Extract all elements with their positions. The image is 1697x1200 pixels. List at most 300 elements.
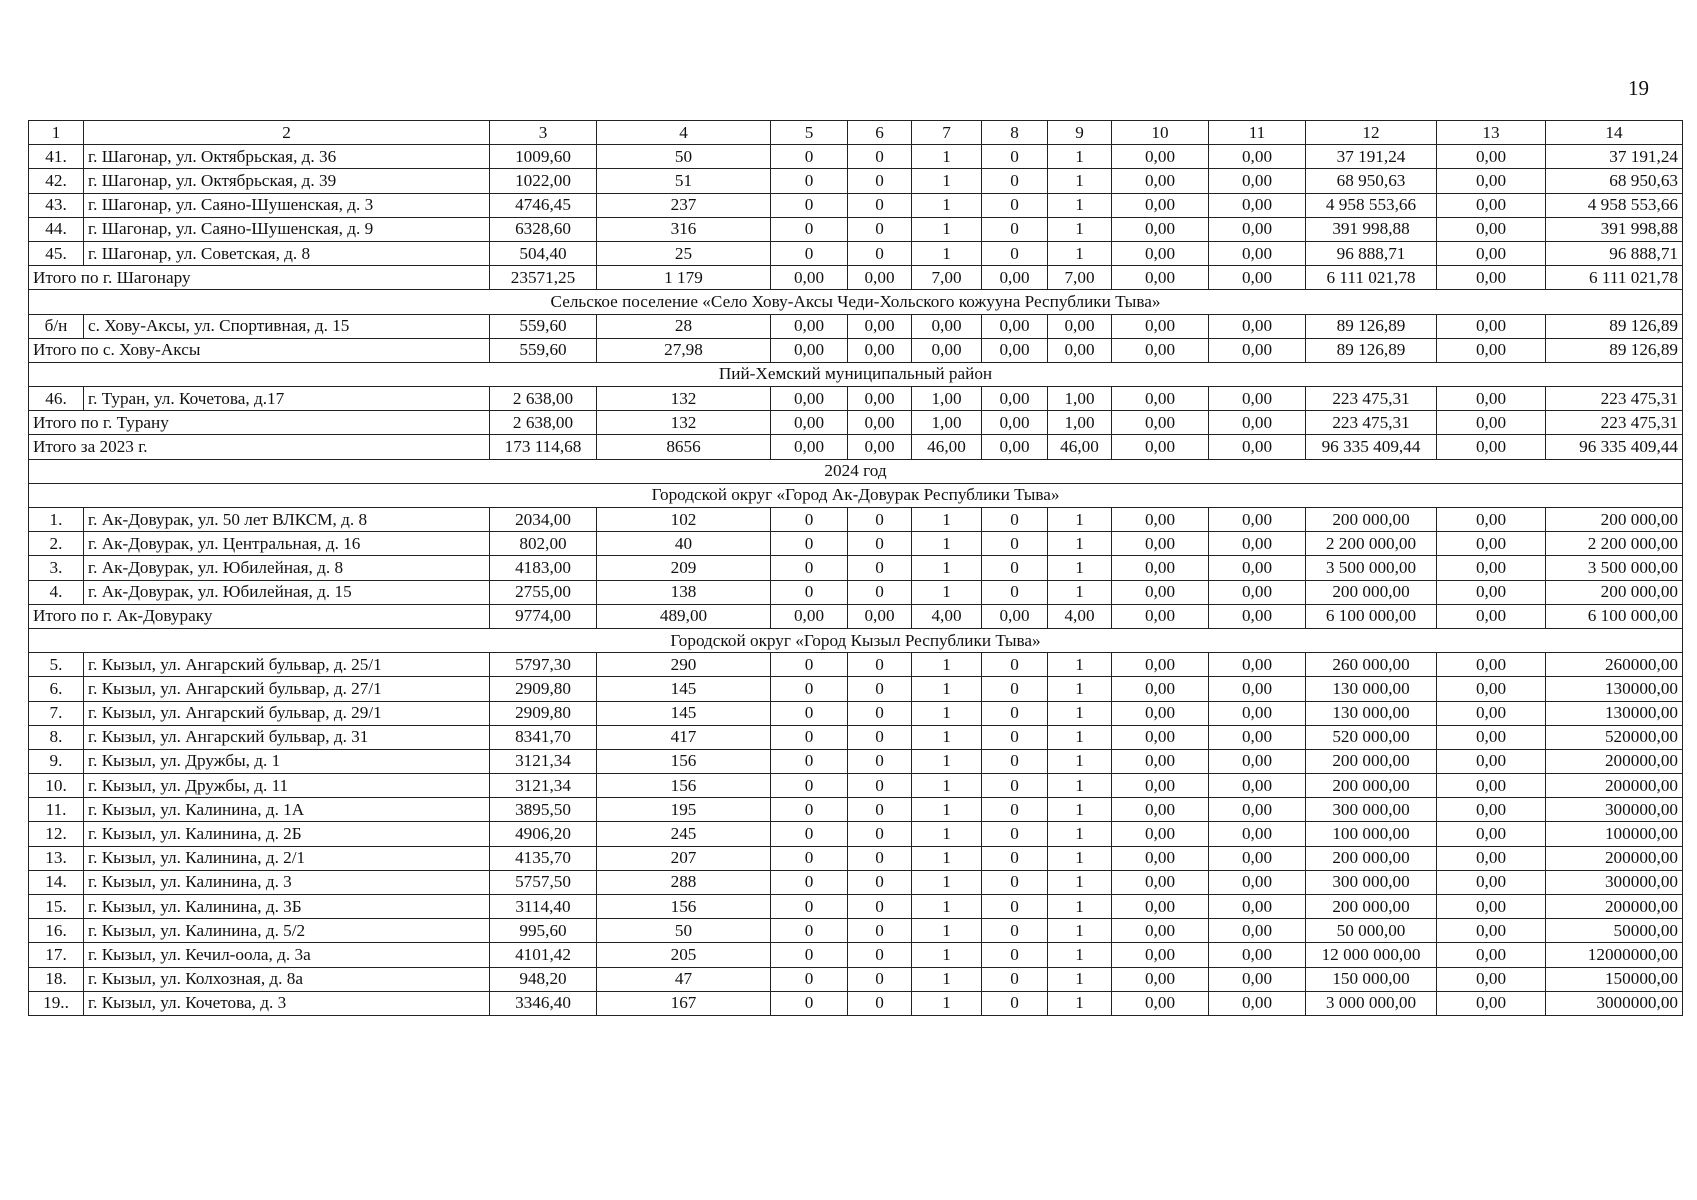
header-cell: 9 [1048, 121, 1112, 145]
value-cell: 948,20 [490, 967, 597, 991]
value-cell: 209 [597, 556, 771, 580]
row-number-cell: б/н [29, 314, 84, 338]
value-cell: 200000,00 [1546, 749, 1683, 773]
value-cell: 130000,00 [1546, 677, 1683, 701]
value-cell: 1 [912, 991, 982, 1015]
value-cell: 1 [912, 677, 982, 701]
value-cell: 0 [771, 919, 848, 943]
value-cell: 0,00 [1437, 193, 1546, 217]
value-cell: 0 [771, 870, 848, 894]
value-cell: 316 [597, 217, 771, 241]
value-cell: 1 [1048, 508, 1112, 532]
row-number-cell: 15. [29, 895, 84, 919]
value-cell: 1 [912, 556, 982, 580]
section-row [29, 628, 1683, 652]
value-cell: 0,00 [1112, 145, 1209, 169]
value-cell: 145 [597, 677, 771, 701]
value-cell: 68 950,63 [1546, 169, 1683, 193]
row-number-cell: 5. [29, 653, 84, 677]
total-value-cell: 0,00 [1437, 266, 1546, 290]
value-cell: 0,00 [1112, 556, 1209, 580]
value-cell: 1 [912, 798, 982, 822]
total-label: Итого по с. Хову-Аксы [29, 338, 490, 362]
value-cell: 245 [597, 822, 771, 846]
header-cell: 13 [1437, 121, 1546, 145]
table-row [29, 193, 1683, 217]
table-row [29, 387, 1683, 411]
value-cell: 0 [771, 241, 848, 265]
value-cell: 0,00 [1112, 387, 1209, 411]
value-cell: 0,00 [1437, 774, 1546, 798]
value-cell: 50 [597, 145, 771, 169]
value-cell: 2909,80 [490, 701, 597, 725]
value-cell: 12 000 000,00 [1306, 943, 1437, 967]
value-cell: 200 000,00 [1306, 749, 1437, 773]
value-cell: 0 [848, 846, 912, 870]
value-cell: 0 [848, 653, 912, 677]
value-cell: 3 000 000,00 [1306, 991, 1437, 1015]
value-cell: 0 [848, 556, 912, 580]
value-cell: 47 [597, 967, 771, 991]
value-cell: 288 [597, 870, 771, 894]
value-cell: 0,00 [1112, 774, 1209, 798]
total-value-cell: 0,00 [848, 411, 912, 435]
value-cell: 0 [848, 532, 912, 556]
value-cell: 1 [1048, 774, 1112, 798]
row-number-cell: 43. [29, 193, 84, 217]
value-cell: 0,00 [1112, 749, 1209, 773]
value-cell: 0,00 [1209, 556, 1306, 580]
table-row [29, 580, 1683, 604]
value-cell: 96 888,71 [1546, 241, 1683, 265]
row-number-cell: 17. [29, 943, 84, 967]
value-cell: 0,00 [1112, 580, 1209, 604]
section-row [29, 362, 1683, 386]
value-cell: 0 [982, 217, 1048, 241]
total-value-cell: 1 179 [597, 266, 771, 290]
value-cell: 1 [912, 169, 982, 193]
value-cell: 200 000,00 [1306, 895, 1437, 919]
header-cell: 12 [1306, 121, 1437, 145]
value-cell: 0,00 [1209, 677, 1306, 701]
value-cell: 0 [771, 846, 848, 870]
value-cell: 0 [771, 677, 848, 701]
total-value-cell: 89 126,89 [1546, 338, 1683, 362]
value-cell: 0,00 [1437, 725, 1546, 749]
value-cell: 1 [912, 532, 982, 556]
value-cell: 0,00 [1209, 895, 1306, 919]
address-cell: г. Кызыл, ул. Калинина, д. 2/1 [84, 846, 490, 870]
value-cell: 0 [982, 169, 1048, 193]
value-cell: 1,00 [912, 387, 982, 411]
value-cell: 0,00 [1209, 919, 1306, 943]
value-cell: 0,00 [1112, 193, 1209, 217]
value-cell: 0 [982, 991, 1048, 1015]
total-value-cell: 559,60 [490, 338, 597, 362]
value-cell: 0,00 [1437, 580, 1546, 604]
address-cell: г. Кызыл, ул. Калинина, д. 1А [84, 798, 490, 822]
value-cell: 0 [848, 870, 912, 894]
header-row [29, 121, 1683, 145]
value-cell: 4 958 553,66 [1306, 193, 1437, 217]
total-row [29, 338, 1683, 362]
address-cell: г. Кызыл, ул. Дружбы, д. 1 [84, 749, 490, 773]
table-row [29, 677, 1683, 701]
value-cell: 1 [1048, 556, 1112, 580]
value-cell: 28 [597, 314, 771, 338]
total-value-cell: 0,00 [1209, 338, 1306, 362]
value-cell: 260000,00 [1546, 653, 1683, 677]
value-cell: 0 [848, 580, 912, 604]
value-cell: 0,00 [1209, 145, 1306, 169]
value-cell: 2909,80 [490, 677, 597, 701]
header-cell: 4 [597, 121, 771, 145]
address-cell: г. Шагонар, ул. Саяно-Шушенская, д. 3 [84, 193, 490, 217]
value-cell: 100 000,00 [1306, 822, 1437, 846]
value-cell: 1 [912, 217, 982, 241]
value-cell: 0,00 [848, 387, 912, 411]
value-cell: 0,00 [771, 314, 848, 338]
row-number-cell: 16. [29, 919, 84, 943]
value-cell: 0,00 [1209, 387, 1306, 411]
value-cell: 504,40 [490, 241, 597, 265]
value-cell: 0 [982, 774, 1048, 798]
row-number-cell: 1. [29, 508, 84, 532]
value-cell: 0,00 [1112, 169, 1209, 193]
value-cell: 0 [982, 532, 1048, 556]
value-cell: 37 191,24 [1306, 145, 1437, 169]
address-cell: г. Ак-Довурак, ул. Юбилейная, д. 15 [84, 580, 490, 604]
value-cell: 1 [912, 749, 982, 773]
value-cell: 1 [912, 895, 982, 919]
value-cell: 1 [912, 846, 982, 870]
value-cell: 0 [848, 774, 912, 798]
address-cell: г. Кызыл, ул. Калинина, д. 2Б [84, 822, 490, 846]
value-cell: 25 [597, 241, 771, 265]
table-row [29, 532, 1683, 556]
value-cell: 96 888,71 [1306, 241, 1437, 265]
value-cell: 520000,00 [1546, 725, 1683, 749]
value-cell: 0,00 [1209, 774, 1306, 798]
total-value-cell: 8656 [597, 435, 771, 459]
value-cell: 4906,20 [490, 822, 597, 846]
value-cell: 1 [1048, 217, 1112, 241]
value-cell: 4746,45 [490, 193, 597, 217]
value-cell: 2 638,00 [490, 387, 597, 411]
value-cell: 1 [912, 725, 982, 749]
value-cell: 1 [1048, 145, 1112, 169]
total-value-cell: 0,00 [1437, 604, 1546, 628]
value-cell: 0,00 [1112, 241, 1209, 265]
total-value-cell: 0,00 [1209, 266, 1306, 290]
value-cell: 167 [597, 991, 771, 1015]
table-body [29, 121, 1683, 1016]
table-row [29, 967, 1683, 991]
value-cell: 559,60 [490, 314, 597, 338]
total-value-cell: 2 638,00 [490, 411, 597, 435]
total-value-cell: 0,00 [848, 338, 912, 362]
value-cell: 200000,00 [1546, 774, 1683, 798]
value-cell: 0,00 [1209, 798, 1306, 822]
row-number-cell: 8. [29, 725, 84, 749]
value-cell: 0,00 [1209, 725, 1306, 749]
value-cell: 0 [771, 943, 848, 967]
value-cell: 0,00 [1112, 677, 1209, 701]
value-cell: 1 [1048, 169, 1112, 193]
value-cell: 50 000,00 [1306, 919, 1437, 943]
value-cell: 0,00 [1437, 653, 1546, 677]
value-cell: 0 [982, 556, 1048, 580]
row-number-cell: 46. [29, 387, 84, 411]
total-value-cell: 0,00 [1209, 411, 1306, 435]
value-cell: 520 000,00 [1306, 725, 1437, 749]
value-cell: 156 [597, 774, 771, 798]
value-cell: 130 000,00 [1306, 701, 1437, 725]
value-cell: 0 [982, 677, 1048, 701]
value-cell: 0 [771, 169, 848, 193]
table-row [29, 822, 1683, 846]
total-value-cell: 0,00 [912, 338, 982, 362]
address-cell: г. Шагонар, ул. Саяно-Шушенская, д. 9 [84, 217, 490, 241]
row-number-cell: 42. [29, 169, 84, 193]
value-cell: 0,00 [1209, 169, 1306, 193]
value-cell: 0,00 [1437, 943, 1546, 967]
value-cell: 0 [848, 677, 912, 701]
total-value-cell: 6 111 021,78 [1306, 266, 1437, 290]
total-value-cell: 0,00 [1209, 604, 1306, 628]
value-cell: 8341,70 [490, 725, 597, 749]
total-value-cell: 0,00 [848, 604, 912, 628]
value-cell: 0 [982, 822, 1048, 846]
value-cell: 3121,34 [490, 749, 597, 773]
value-cell: 1 [1048, 967, 1112, 991]
value-cell: 0 [848, 241, 912, 265]
value-cell: 0 [771, 556, 848, 580]
value-cell: 3 500 000,00 [1546, 556, 1683, 580]
value-cell: 132 [597, 387, 771, 411]
value-cell: 0 [771, 798, 848, 822]
value-cell: 0,00 [1112, 967, 1209, 991]
housing-register-table [28, 120, 1683, 1016]
value-cell: 1 [1048, 653, 1112, 677]
value-cell: 0,00 [1437, 169, 1546, 193]
value-cell: 0 [982, 241, 1048, 265]
value-cell: 0 [982, 193, 1048, 217]
header-cell: 7 [912, 121, 982, 145]
row-number-cell: 19.. [29, 991, 84, 1015]
value-cell: 300000,00 [1546, 870, 1683, 894]
value-cell: 0,00 [1437, 749, 1546, 773]
value-cell: 0 [848, 991, 912, 1015]
value-cell: 0,00 [1437, 919, 1546, 943]
value-cell: 0,00 [1112, 701, 1209, 725]
total-value-cell: 4,00 [912, 604, 982, 628]
table-row [29, 846, 1683, 870]
value-cell: 156 [597, 895, 771, 919]
value-cell: 300 000,00 [1306, 870, 1437, 894]
value-cell: 0 [848, 822, 912, 846]
table-row [29, 217, 1683, 241]
value-cell: 1 [1048, 677, 1112, 701]
value-cell: 0,00 [1112, 314, 1209, 338]
value-cell: 0,00 [1209, 653, 1306, 677]
value-cell: 0 [848, 895, 912, 919]
value-cell: 0 [771, 991, 848, 1015]
total-value-cell: 46,00 [1048, 435, 1112, 459]
total-value-cell: 0,00 [982, 266, 1048, 290]
value-cell: 0 [848, 217, 912, 241]
total-value-cell: 0,00 [982, 435, 1048, 459]
value-cell: 0,00 [1209, 870, 1306, 894]
value-cell: 0 [848, 967, 912, 991]
value-cell: 1 [1048, 991, 1112, 1015]
total-row [29, 266, 1683, 290]
value-cell: 1,00 [1048, 387, 1112, 411]
value-cell: 0,00 [1437, 387, 1546, 411]
table-row [29, 556, 1683, 580]
value-cell: 2 200 000,00 [1546, 532, 1683, 556]
address-cell: г. Ак-Довурак, ул. 50 лет ВЛКСМ, д. 8 [84, 508, 490, 532]
value-cell: 200 000,00 [1306, 774, 1437, 798]
table-row [29, 653, 1683, 677]
value-cell: 0,00 [1209, 508, 1306, 532]
total-value-cell: 0,00 [1112, 266, 1209, 290]
table-row [29, 145, 1683, 169]
value-cell: 260 000,00 [1306, 653, 1437, 677]
value-cell: 2755,00 [490, 580, 597, 604]
value-cell: 0,00 [1112, 725, 1209, 749]
value-cell: 0,00 [1437, 677, 1546, 701]
value-cell: 1 [912, 241, 982, 265]
value-cell: 1 [1048, 822, 1112, 846]
total-label: Итого по г. Турану [29, 411, 490, 435]
value-cell: 0,00 [1112, 943, 1209, 967]
address-cell: г. Кызыл, ул. Калинина, д. 3Б [84, 895, 490, 919]
value-cell: 0 [848, 701, 912, 725]
total-value-cell: 96 335 409,44 [1306, 435, 1437, 459]
value-cell: 130000,00 [1546, 701, 1683, 725]
value-cell: 0 [982, 701, 1048, 725]
total-value-cell: 0,00 [982, 411, 1048, 435]
value-cell: 0,00 [1437, 241, 1546, 265]
total-value-cell: 0,00 [1048, 338, 1112, 362]
value-cell: 5797,30 [490, 653, 597, 677]
total-label: Итого по г. Шагонару [29, 266, 490, 290]
value-cell: 1 [1048, 580, 1112, 604]
row-number-cell: 18. [29, 967, 84, 991]
row-number-cell: 4. [29, 580, 84, 604]
value-cell: 0,00 [1437, 822, 1546, 846]
value-cell: 0,00 [1112, 870, 1209, 894]
row-number-cell: 13. [29, 846, 84, 870]
total-value-cell: 0,00 [982, 338, 1048, 362]
value-cell: 1 [912, 653, 982, 677]
address-cell: г. Ак-Довурак, ул. Центральная, д. 16 [84, 532, 490, 556]
total-value-cell: 0,00 [982, 604, 1048, 628]
total-value-cell: 132 [597, 411, 771, 435]
table-row [29, 991, 1683, 1015]
value-cell: 0,00 [1112, 895, 1209, 919]
value-cell: 0,00 [1112, 846, 1209, 870]
address-cell: г. Кызыл, ул. Кечил-оола, д. 3а [84, 943, 490, 967]
header-cell: 3 [490, 121, 597, 145]
value-cell: 1 [912, 822, 982, 846]
value-cell: 0 [982, 846, 1048, 870]
total-value-cell: 6 100 000,00 [1306, 604, 1437, 628]
value-cell: 1 [1048, 846, 1112, 870]
value-cell: 0 [771, 701, 848, 725]
value-cell: 1 [1048, 943, 1112, 967]
value-cell: 0,00 [1112, 991, 1209, 1015]
value-cell: 0,00 [1209, 241, 1306, 265]
page-number: 19 [1628, 76, 1649, 100]
total-value-cell: 173 114,68 [490, 435, 597, 459]
value-cell: 3 500 000,00 [1306, 556, 1437, 580]
value-cell: 200 000,00 [1306, 580, 1437, 604]
value-cell: 223 475,31 [1306, 387, 1437, 411]
address-cell: г. Кызыл, ул. Ангарский бульвар, д. 27/1 [84, 677, 490, 701]
value-cell: 0,00 [1112, 508, 1209, 532]
total-value-cell: 1,00 [912, 411, 982, 435]
value-cell: 0,00 [1209, 701, 1306, 725]
value-cell: 1009,60 [490, 145, 597, 169]
value-cell: 138 [597, 580, 771, 604]
header-cell: 8 [982, 121, 1048, 145]
value-cell: 0 [771, 508, 848, 532]
value-cell: 0 [771, 217, 848, 241]
total-row [29, 604, 1683, 628]
table-row [29, 749, 1683, 773]
total-value-cell: 0,00 [1112, 435, 1209, 459]
value-cell: 237 [597, 193, 771, 217]
total-value-cell: 23571,25 [490, 266, 597, 290]
value-cell: 150000,00 [1546, 967, 1683, 991]
value-cell: 102 [597, 508, 771, 532]
value-cell: 0 [771, 967, 848, 991]
row-number-cell: 9. [29, 749, 84, 773]
value-cell: 40 [597, 532, 771, 556]
value-cell: 1 [912, 870, 982, 894]
row-number-cell: 3. [29, 556, 84, 580]
value-cell: 0,00 [1437, 870, 1546, 894]
value-cell: 68 950,63 [1306, 169, 1437, 193]
total-value-cell: 96 335 409,44 [1546, 435, 1683, 459]
address-cell: г. Кызыл, ул. Кочетова, д. 3 [84, 991, 490, 1015]
address-cell: г. Кызыл, ул. Ангарский бульвар, д. 31 [84, 725, 490, 749]
value-cell: 0,00 [1437, 967, 1546, 991]
value-cell: 130 000,00 [1306, 677, 1437, 701]
value-cell: 1 [1048, 749, 1112, 773]
total-value-cell: 0,00 [848, 435, 912, 459]
value-cell: 0 [982, 653, 1048, 677]
value-cell: 0 [848, 169, 912, 193]
value-cell: 802,00 [490, 532, 597, 556]
value-cell: 0 [848, 798, 912, 822]
value-cell: 0,00 [1209, 217, 1306, 241]
value-cell: 0,00 [1437, 508, 1546, 532]
value-cell: 0,00 [1437, 991, 1546, 1015]
value-cell: 4 958 553,66 [1546, 193, 1683, 217]
total-value-cell: 0,00 [771, 338, 848, 362]
value-cell: 0,00 [1209, 943, 1306, 967]
value-cell: 0 [982, 895, 1048, 919]
value-cell: 12000000,00 [1546, 943, 1683, 967]
address-cell: г. Кызыл, ул. Калинина, д. 5/2 [84, 919, 490, 943]
total-row [29, 411, 1683, 435]
value-cell: 1 [1048, 193, 1112, 217]
address-cell: г. Шагонар, ул. Октябрьская, д. 36 [84, 145, 490, 169]
value-cell: 0,00 [1209, 580, 1306, 604]
